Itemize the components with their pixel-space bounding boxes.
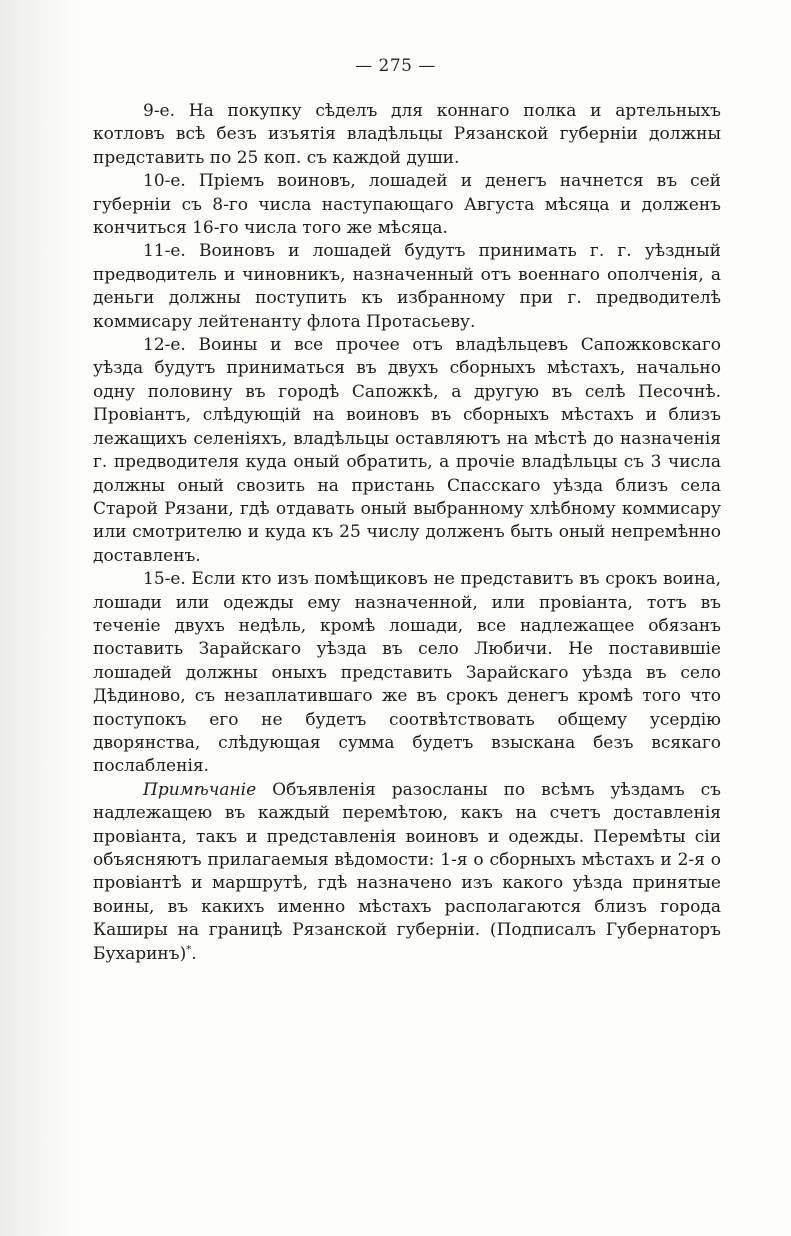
paragraph-9: 9-е. На покупку сѣделъ для коннаго полка и артельныхъ котловъ всѣ безъ изъятія владѣльцы Рязанской губерніи должны представить по 25 коп. съ каждой души. xyxy=(93,101,721,168)
page-number: — 275 — xyxy=(355,56,436,76)
note-end: . xyxy=(191,943,197,964)
note-text: Объявленія разосланы по всѣмъ уѣздамъ съ надлежащею въ каждый перемѣтою, какъ на счетъ доставленія провіанта, такъ и представленія воиновъ и одежды. Перемѣты сіи объясняютъ прилагаемыя вѣдомости: 1-я о сборныхъ мѣстахъ и 2-я о провіантѣ и маршрутѣ, гдѣ назначено изъ какого уѣзда принятые воины, въ какихъ именно мѣстахъ располагаются близъ города Каширы на границѣ Рязанской губерніи. (Подписалъ Губернаторъ Бухаринъ) xyxy=(93,779,721,964)
paragraph-10: 10-е. Пріемъ воиновъ, лошадей и денегъ начнется въ сей губерніи съ 8-го числа наступающаго Августа мѣсяца и долженъ кончиться 16-го числа того же мѣсяца. xyxy=(93,171,721,239)
paragraph-11: 11-е. Воиновъ и лошадей будутъ принимать г. г. уѣздный предводитель и чиновникъ, назначенный отъ военнаго ополченія, а деньги должны поступить къ избранному при г. предводителѣ коммисару лейтенанту флота Протасьеву. xyxy=(93,241,721,332)
paragraph-12: 12-е. Воины и все прочее отъ владѣльцевъ Сапожковскаго уѣзда будутъ приниматься въ двухъ сборныхъ мѣстахъ, начально одну половину въ городѣ Сапожкѣ, а другую въ селѣ Песочнѣ. Провіантъ, слѣдующій на воиновъ въ сборныхъ мѣстахъ и близъ лежащихъ селеніяхъ, владѣльцы оставляютъ на мѣстѣ до назначенія г. предводителя куда оный обратить, а прочіе владѣльцы съ 3 числа должны оный свозить на пристань Спасскаго уѣзда близъ села Старой Рязани, гдѣ отдавать оный выбранному хлѣбному коммисару или смотрителю и куда къ 25 числу долженъ быть оный непремѣнно доставленъ. xyxy=(93,335,721,566)
body-text xyxy=(93,100,721,966)
page-edge-shadow xyxy=(0,0,78,1236)
note-heading: Примѣчаніе xyxy=(143,779,257,800)
note-paragraph xyxy=(93,779,721,966)
paragraph-15: 15-е. Если кто изъ помѣщиковъ не представитъ въ срокъ воина, лошади или одежды ему назначенной, или провіанта, тотъ въ теченіе двухъ недѣль, кромѣ лошади, все надлежащее обязанъ поставить Зарайскаго уѣзда въ село Любичи. Не поставившіе лошадей должны оныхъ представить Зарайскаго уѣзда въ село Дѣдиново, съ незаплатившаго же въ срокъ денегъ кромѣ того что поступокъ его не будетъ соотвѣтствовать общему усердію дворянства, слѣдующая сумма будетъ взыскана безъ всякаго послабленія. xyxy=(93,569,721,777)
footnote-mark: * xyxy=(186,943,192,955)
